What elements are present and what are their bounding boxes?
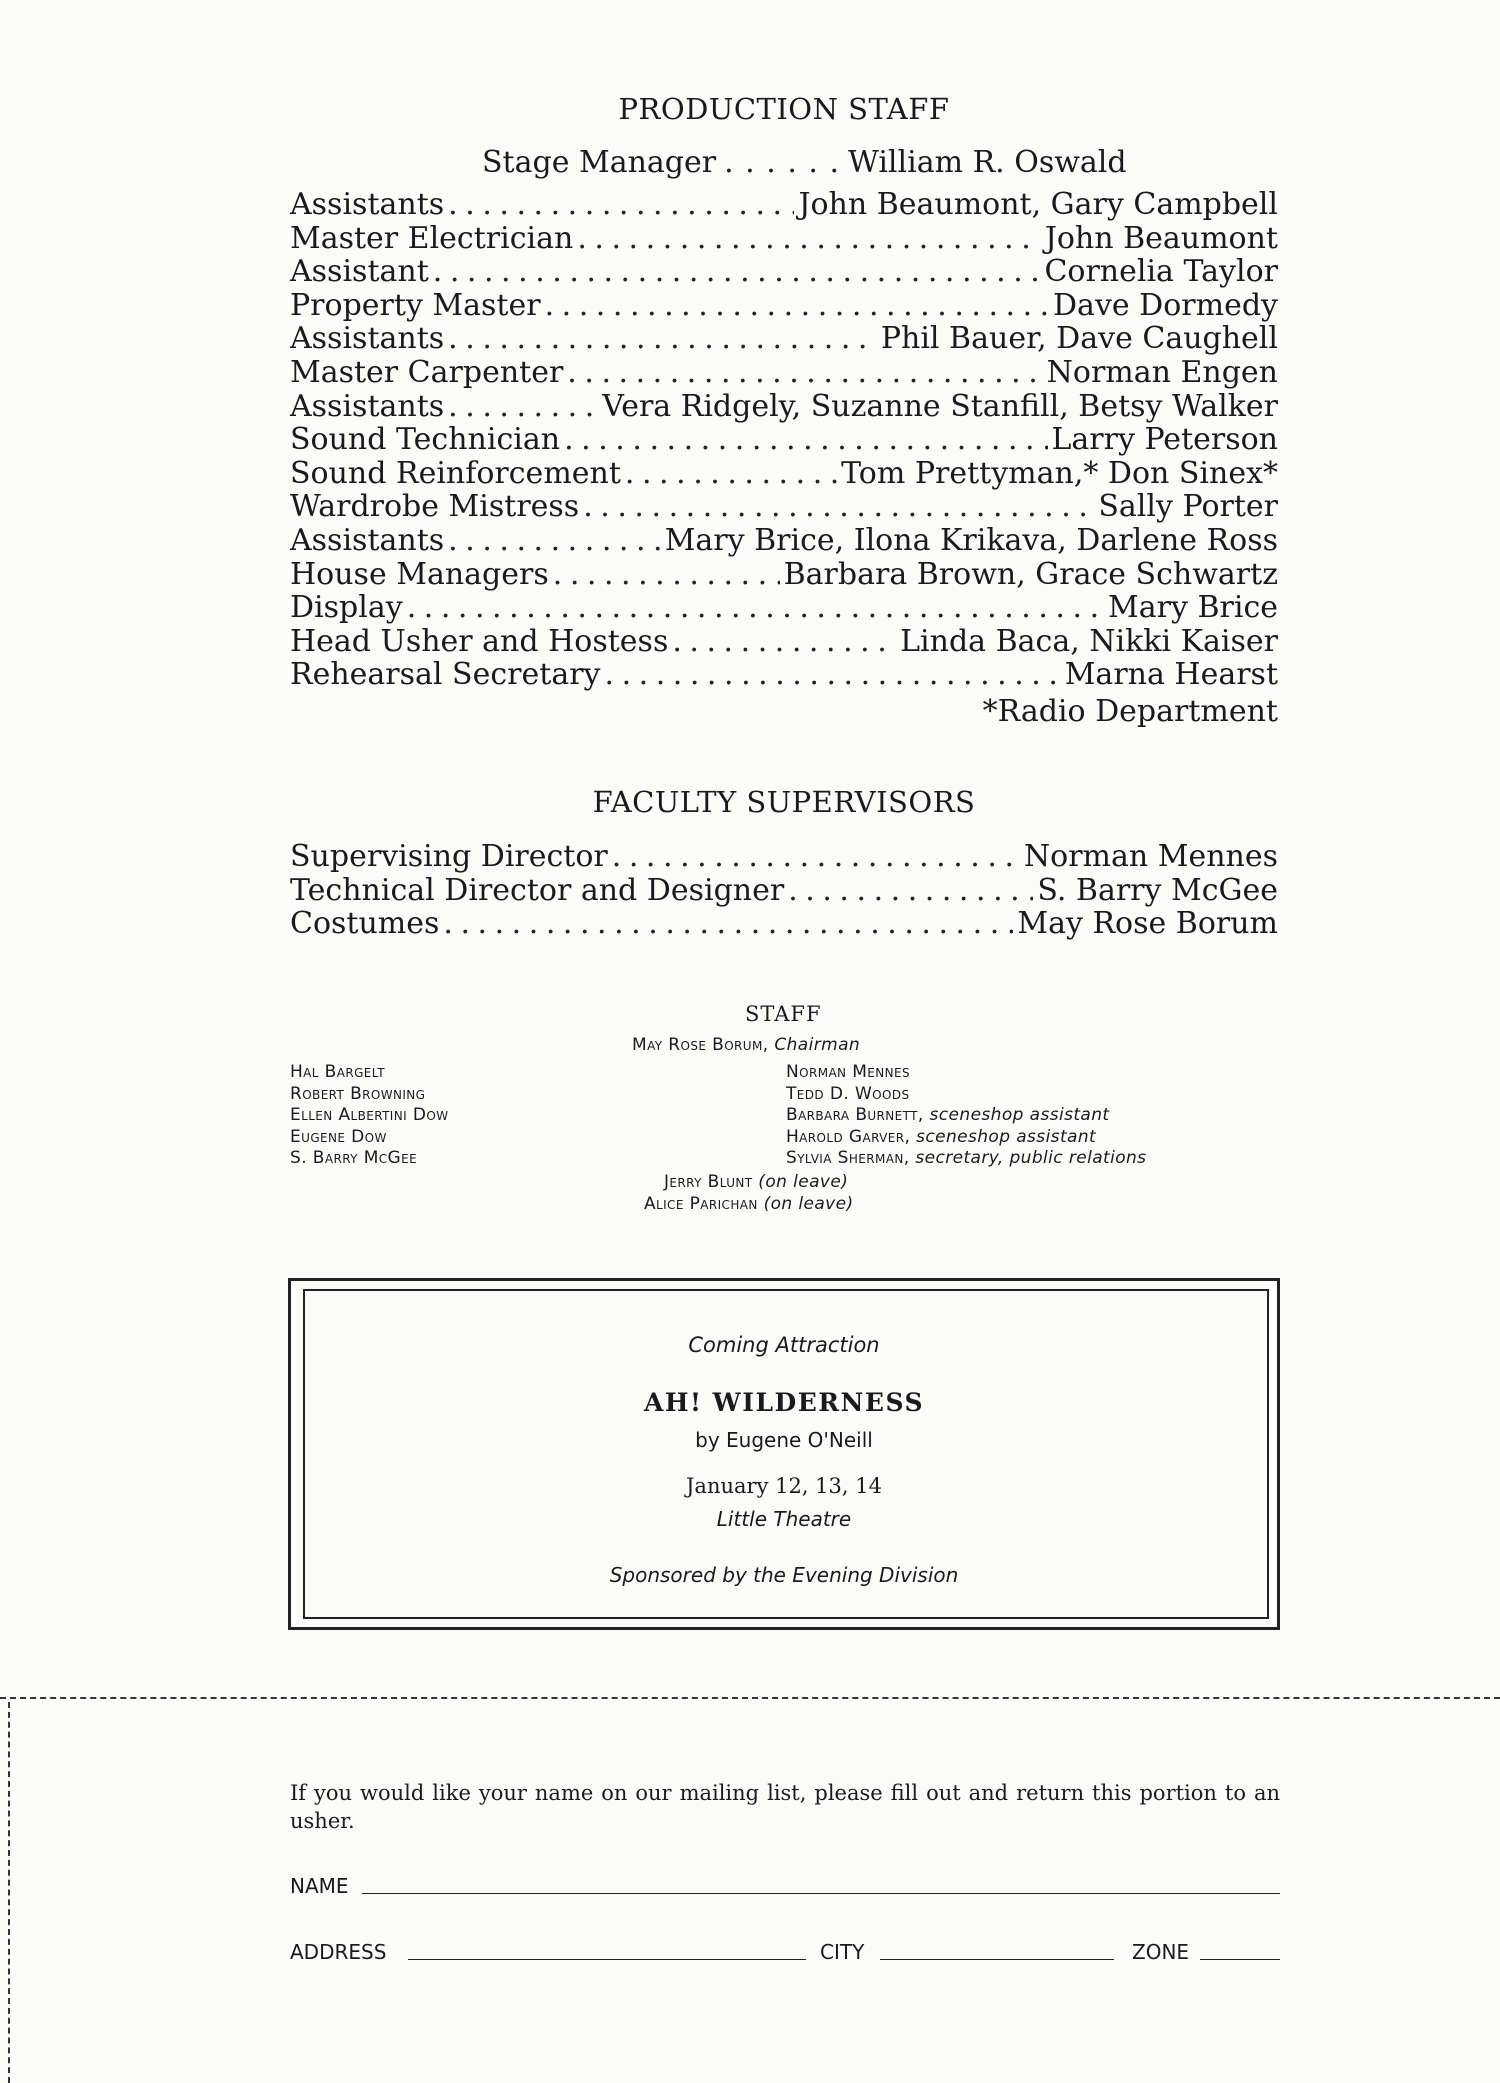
faculty-supervisors-heading: FACULTY SUPERVISORS — [592, 785, 976, 819]
address-label: ADDRESS — [290, 1940, 387, 1964]
leader-dots — [448, 390, 598, 424]
leader-dots: . . . . . . — [724, 145, 841, 180]
radio-department-footnote: *Radio Department — [982, 694, 1278, 729]
staff-member: S. Barry McGee — [290, 1148, 418, 1168]
address-field[interactable] — [408, 1959, 806, 1960]
city-label: CITY — [820, 1940, 865, 1964]
coming-attraction-dates: January 12, 13, 14 — [686, 1474, 882, 1498]
credit-role: Assistants — [290, 388, 445, 424]
leader-dots — [443, 907, 1013, 941]
credit-row — [290, 322, 1278, 356]
credit-name: Vera Ridgely, Suzanne Stanfill, Betsy Walker — [602, 388, 1278, 424]
staff-member: Norman Mennes — [786, 1062, 911, 1082]
credit-name: Marna Hearst — [1064, 657, 1278, 693]
credit-role: Rehearsal Secretary — [290, 657, 601, 693]
name-field[interactable] — [362, 1893, 1280, 1894]
chair-name: May Rose Borum — [632, 1035, 763, 1055]
credit-name: Barbara Brown, Grace Schwartz — [783, 556, 1278, 592]
leader-dots — [612, 840, 1020, 874]
city-field[interactable] — [880, 1959, 1114, 1960]
credit-name: Phil Bauer, Dave Caughell — [880, 321, 1278, 357]
leader-dots — [605, 658, 1061, 692]
credit-row — [290, 188, 1278, 222]
tear-off-vertical-line — [8, 1702, 10, 2083]
leader-dots — [583, 490, 1094, 524]
credit-role: Technical Director and Designer — [290, 872, 785, 908]
credit-role: Assistants — [290, 522, 445, 558]
leader-dots — [564, 423, 1047, 457]
credit-name: Larry Peterson — [1051, 422, 1278, 458]
staff-member: Alice Parichan (on leave) — [644, 1193, 854, 1214]
staff-on-leave — [644, 1172, 854, 1215]
staff-member: Eugene Dow — [290, 1126, 387, 1147]
staff-left-column — [290, 1062, 448, 1170]
credit-role: Wardrobe Mistress — [290, 489, 580, 525]
credit-role: Sound Reinforcement — [290, 455, 621, 491]
credit-role: Display — [290, 590, 403, 626]
leader-dots — [577, 222, 1040, 256]
credit-row — [290, 423, 1278, 457]
leader-dots — [448, 322, 877, 356]
coming-attraction-author: by Eugene O'Neill — [695, 1428, 873, 1452]
credit-row — [290, 524, 1278, 558]
credit-row — [290, 457, 1278, 491]
staff-member: Jerry Blunt (on leave) — [664, 1172, 849, 1192]
staff-member: Tedd D. Woods — [786, 1083, 910, 1104]
credit-row — [290, 255, 1278, 289]
credit-name: Tom Prettyman,* Don Sinex* — [841, 455, 1278, 491]
credit-name: May Rose Borum — [1017, 906, 1278, 942]
credit-role: Assistants — [290, 321, 445, 357]
credit-role: Sound Technician — [290, 422, 561, 458]
credit-row — [290, 490, 1278, 524]
credit-row — [290, 289, 1278, 323]
credit-name: Norman Mennes — [1023, 839, 1278, 874]
credit-row — [290, 356, 1278, 390]
credit-role: Costumes — [290, 906, 440, 942]
credit-name: Mary Brice — [1108, 590, 1278, 626]
leader-dots — [567, 356, 1042, 390]
credit-role: Master Carpenter — [290, 354, 564, 390]
credit-role: Property Master — [290, 287, 541, 323]
credit-row — [290, 390, 1278, 424]
staff-member: Sylvia Sherman, secretary, public relations — [786, 1148, 1147, 1168]
leader-dots — [672, 625, 896, 659]
credit-row — [290, 658, 1278, 692]
credit-name: John Beaumont, Gary Campbell — [798, 187, 1278, 222]
credit-name: Norman Engen — [1046, 354, 1278, 390]
credit-role: House Managers — [290, 556, 549, 592]
credit-name: S. Barry McGee — [1037, 872, 1278, 908]
leader-dots — [448, 524, 661, 558]
credit-row — [290, 591, 1278, 625]
credit-row — [290, 625, 1278, 659]
staff-member: Robert Browning — [290, 1083, 426, 1104]
credit-role: Master Electrician — [290, 220, 574, 256]
zone-field[interactable] — [1200, 1959, 1280, 1960]
coming-attraction-sponsor: Sponsored by the Evening Division — [609, 1563, 959, 1587]
leader-dots — [545, 289, 1049, 323]
credit-name: Cornelia Taylor — [1044, 254, 1278, 290]
credit-name: Mary Brice, Ilona Krikava, Darlene Ross — [664, 522, 1278, 558]
staff-member: Harold Garver, sceneshop assistant — [786, 1126, 1097, 1147]
credit-row — [290, 840, 1278, 874]
staff-chair: May Rose Borum, Chairman — [632, 1035, 861, 1055]
leader-dots — [407, 591, 1104, 625]
coming-attraction-title: AH! WILDERNESS — [643, 1388, 925, 1417]
stage-manager-role: Stage Manager — [482, 145, 717, 180]
credit-role: Assistant — [290, 254, 429, 290]
credit-row — [290, 907, 1278, 941]
credit-name: Sally Porter — [1098, 489, 1278, 525]
leader-dots — [433, 255, 1041, 289]
faculty-credits-list — [290, 840, 1278, 941]
stage-manager-name: William R. Oswald — [848, 145, 1127, 180]
credit-role: Assistants — [290, 187, 445, 222]
coming-attraction-label: Coming Attraction — [688, 1333, 880, 1357]
credit-name: Dave Dormedy — [1053, 287, 1278, 323]
credit-row — [290, 222, 1278, 256]
leader-dots — [625, 457, 837, 491]
stage-manager-row — [482, 146, 1127, 180]
leader-dots — [448, 188, 794, 222]
credit-row — [290, 874, 1278, 908]
credit-row — [290, 558, 1278, 592]
credit-role: Supervising Director — [290, 839, 608, 874]
credit-name: John Beaumont — [1044, 220, 1278, 256]
name-label: NAME — [290, 1874, 349, 1898]
tear-off-line — [0, 1697, 1500, 1699]
staff-heading: STAFF — [745, 1002, 822, 1026]
staff-right-column — [786, 1062, 1146, 1170]
leader-dots — [553, 558, 780, 592]
credit-role: Head Usher and Hostess — [290, 623, 669, 659]
production-credits-list — [290, 188, 1278, 692]
staff-member: Ellen Albertini Dow — [290, 1105, 449, 1125]
staff-member: Barbara Burnett, sceneshop assistant — [786, 1105, 1110, 1125]
coming-attraction-venue: Little Theatre — [716, 1507, 852, 1531]
mailing-list-instructions: If you would like your name on our mailing list, please fill out and return this portion to an usher. — [290, 1781, 1280, 1833]
staff-member: Hal Bargelt — [290, 1062, 385, 1082]
chair-title: Chairman — [774, 1035, 861, 1055]
zone-label: ZONE — [1132, 1940, 1190, 1964]
leader-dots — [788, 874, 1033, 908]
production-staff-heading: PRODUCTION STAFF — [618, 92, 950, 126]
credit-name: Linda Baca, Nikki Kaiser — [900, 623, 1278, 659]
